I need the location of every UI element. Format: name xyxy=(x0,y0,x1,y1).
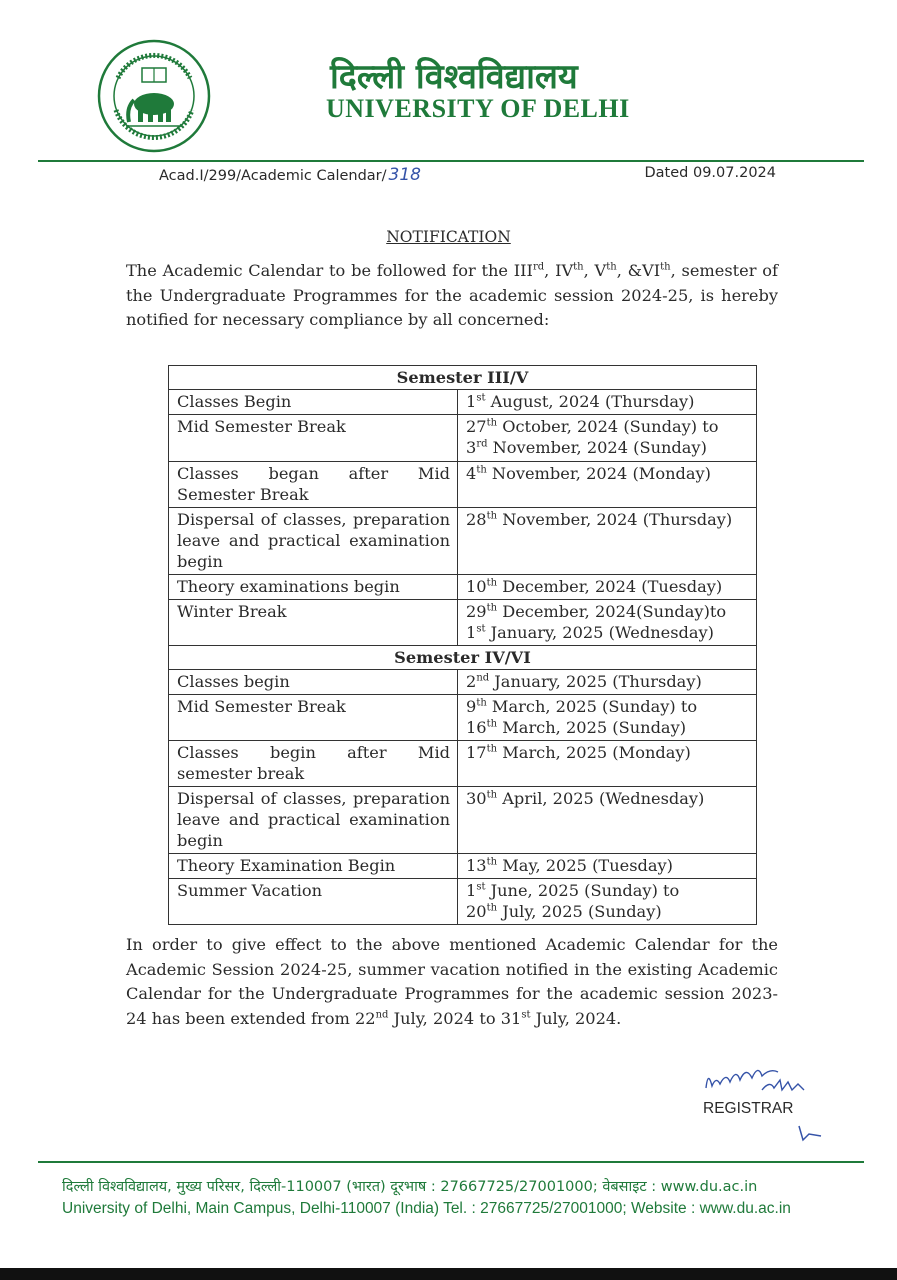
event-cell: Theory examinations begin xyxy=(169,575,458,600)
date-cell: 1st August, 2024 (Thursday) xyxy=(458,390,757,415)
date-cell: 2nd January, 2025 (Thursday) xyxy=(458,670,757,695)
table-row xyxy=(169,390,757,415)
date-cell: 1st June, 2025 (Sunday) to 20th July, 2025 (Sunday) xyxy=(458,879,757,925)
reference-prefix: Acad.I/299/Academic Calendar/ xyxy=(159,168,387,184)
semester-heading-row xyxy=(169,366,757,390)
header-divider xyxy=(38,160,864,162)
date-cell: 10th December, 2024 (Tuesday) xyxy=(458,575,757,600)
footer-divider xyxy=(38,1161,864,1163)
table-row xyxy=(169,854,757,879)
table-row xyxy=(169,670,757,695)
table-row xyxy=(169,575,757,600)
closing-paragraph: In order to give effect to the above mentioned Academic Calendar for the Academic Session 2024-25, summer vacation notified in the existing Academic Calendar for the Undergraduate Programmes for the academic session 2023-24 has been extended from 22nd July, 2024 to 31st July, 2024. xyxy=(126,935,778,1028)
table-row xyxy=(169,508,757,575)
date-cell: 17th March, 2025 (Monday) xyxy=(458,741,757,787)
registrar-designation: REGISTRAR xyxy=(703,1100,794,1117)
event-cell: Theory Examination Begin xyxy=(169,854,458,879)
event-cell: Dispersal of classes, preparation leave and practical examination begin xyxy=(169,787,458,854)
table-row xyxy=(169,787,757,854)
footer-address-english: University of Delhi, Main Campus, Delhi-110007 (India) Tel. : 27667725/27001000; Website : www.du.ac.in xyxy=(62,1200,791,1217)
table-row xyxy=(169,415,757,462)
table-row xyxy=(169,879,757,925)
event-cell: Mid Semester Break xyxy=(169,415,458,462)
notification-heading: NOTIFICATION xyxy=(386,228,511,246)
date-cell: 13th May, 2025 (Tuesday) xyxy=(458,854,757,879)
event-cell: Classes Begin xyxy=(169,390,458,415)
initial-mark-icon xyxy=(795,1122,825,1144)
table-row xyxy=(169,741,757,787)
event-cell: Classes begin xyxy=(169,670,458,695)
table-row xyxy=(169,695,757,741)
handwritten-signature-icon xyxy=(700,1058,820,1098)
university-name-english: UNIVERSITY OF DELHI xyxy=(326,94,630,123)
intro-paragraph: The Academic Calendar to be followed for the IIIrd, IVth, Vth, &VIth, semester of the Undergraduate Programmes for the academic session 2024-25, is hereby notified for necessary compliance by all concerned: xyxy=(126,261,778,329)
event-cell: Classes began after Mid Semester Break xyxy=(169,462,458,508)
table-row xyxy=(169,462,757,508)
date-cell: 4th November, 2024 (Monday) xyxy=(458,462,757,508)
date-cell: 27th October, 2024 (Sunday) to 3rd November, 2024 (Sunday) xyxy=(458,415,757,462)
event-cell: Dispersal of classes, preparation leave and practical examination begin xyxy=(169,508,458,575)
academic-calendar-table xyxy=(168,365,757,925)
university-name-hindi: दिल्ली विश्वविद्यालय xyxy=(330,57,578,97)
reference-handwritten-number: 318 xyxy=(388,165,421,185)
reference-number xyxy=(159,165,421,185)
event-cell: Winter Break xyxy=(169,600,458,646)
semester-heading-row xyxy=(169,646,757,670)
date-cell: 28th November, 2024 (Thursday) xyxy=(458,508,757,575)
event-cell: Mid Semester Break xyxy=(169,695,458,741)
date-cell: 9th March, 2025 (Sunday) to 16th March, 2025 (Sunday) xyxy=(458,695,757,741)
university-seal-icon xyxy=(96,38,212,154)
date-cell: 30th April, 2025 (Wednesday) xyxy=(458,787,757,854)
dated: Dated 09.07.2024 xyxy=(644,165,776,181)
event-cell: Classes begin after Mid semester break xyxy=(169,741,458,787)
semester-heading: Semester III/V xyxy=(169,366,757,390)
scan-edge-bar xyxy=(0,1268,897,1280)
table-row xyxy=(169,600,757,646)
event-cell: Summer Vacation xyxy=(169,879,458,925)
date-cell: 29th December, 2024(Sunday)to 1st January, 2025 (Wednesday) xyxy=(458,600,757,646)
footer-address-hindi: दिल्ली विश्वविद्यालय, मुख्य परिसर, दिल्ली-110007 (भारत) दूरभाष : 27667725/27001000; वेबसाइट : www.du.ac.in xyxy=(62,1179,758,1195)
semester-heading: Semester IV/VI xyxy=(169,646,757,670)
